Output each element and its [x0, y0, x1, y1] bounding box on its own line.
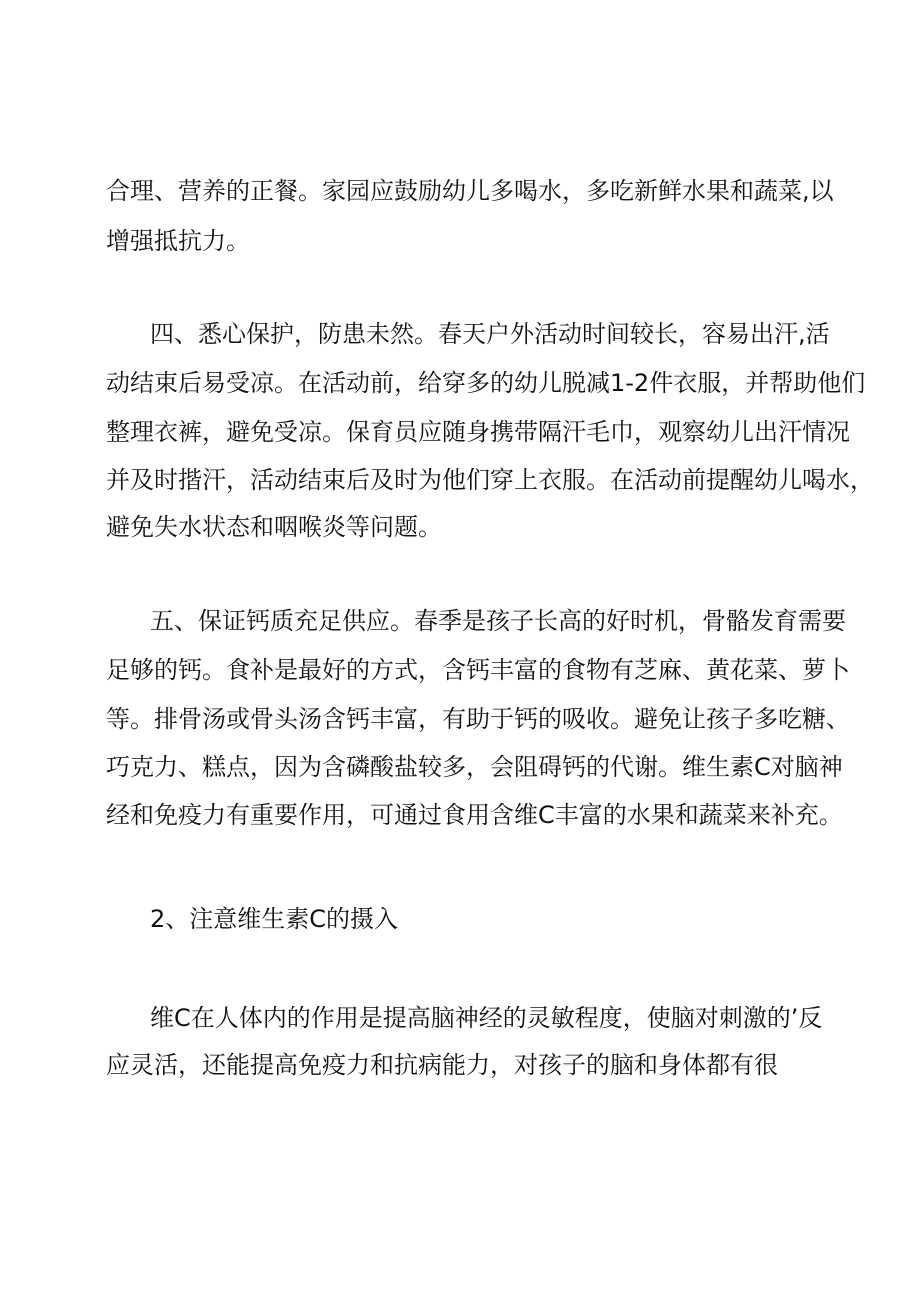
- paragraph-2-line-5: 避免失水状态和咽喉炎等问题。: [106, 513, 442, 541]
- paragraph-2-line-1: 四、悉心保护，防患未然。春天户外活动时间较长，容易出汗,活: [150, 320, 830, 348]
- paragraph-3-line-4: 巧克力、糕点，因为含磷酸盐较多，会阻碍钙的代谢。维生素C对脑神: [106, 753, 843, 781]
- paragraph-3-line-3: 等。排骨汤或骨头汤含钙丰富，有助于钙的吸收。避免让孩子多吃糖、: [106, 705, 850, 733]
- paragraph-1-line-1: 合理、营养的正餐。家园应鼓励幼儿多喝水，多吃新鲜水果和蔬菜,以: [106, 177, 834, 205]
- paragraph-3-line-2: 足够的钙。食补是最好的方式，含钙丰富的食物有芝麻、黄花菜、萝卜: [106, 656, 850, 684]
- paragraph-2-line-4: 并及时揩汗，活动结束后及时为他们穿上衣服。在活动前提醒幼儿喝水，: [106, 466, 874, 494]
- paragraph-3-line-1: 五、保证钙质充足供应。春季是孩子长高的好时机，骨骼发育需要: [150, 607, 846, 635]
- paragraph-2-line-3: 整理衣裤，避免受凉。保育员应随身携带隔汗毛巾，观察幼儿出汗情况: [106, 418, 850, 446]
- paragraph-5-line-2: 应灵活，还能提高免疫力和抗病能力，对孩子的脑和身体都有很: [106, 1051, 778, 1079]
- paragraph-2-line-2: 动结束后易受凉。在活动前，给穿多的幼儿脱减1-2件衣服，并帮助他们: [106, 369, 866, 397]
- paragraph-1-line-2: 增强抵抗力。: [106, 227, 250, 255]
- section-heading: 2、注意维生素C的摄入: [150, 905, 399, 933]
- paragraph-3-line-5: 经和免疫力有重要作用，可通过食用含维C丰富的水果和蔬菜来补充。: [106, 801, 843, 829]
- paragraph-5-line-1: 维C在人体内的作用是提高脑神经的灵敏程度，使脑对刺激的’反: [150, 1004, 823, 1032]
